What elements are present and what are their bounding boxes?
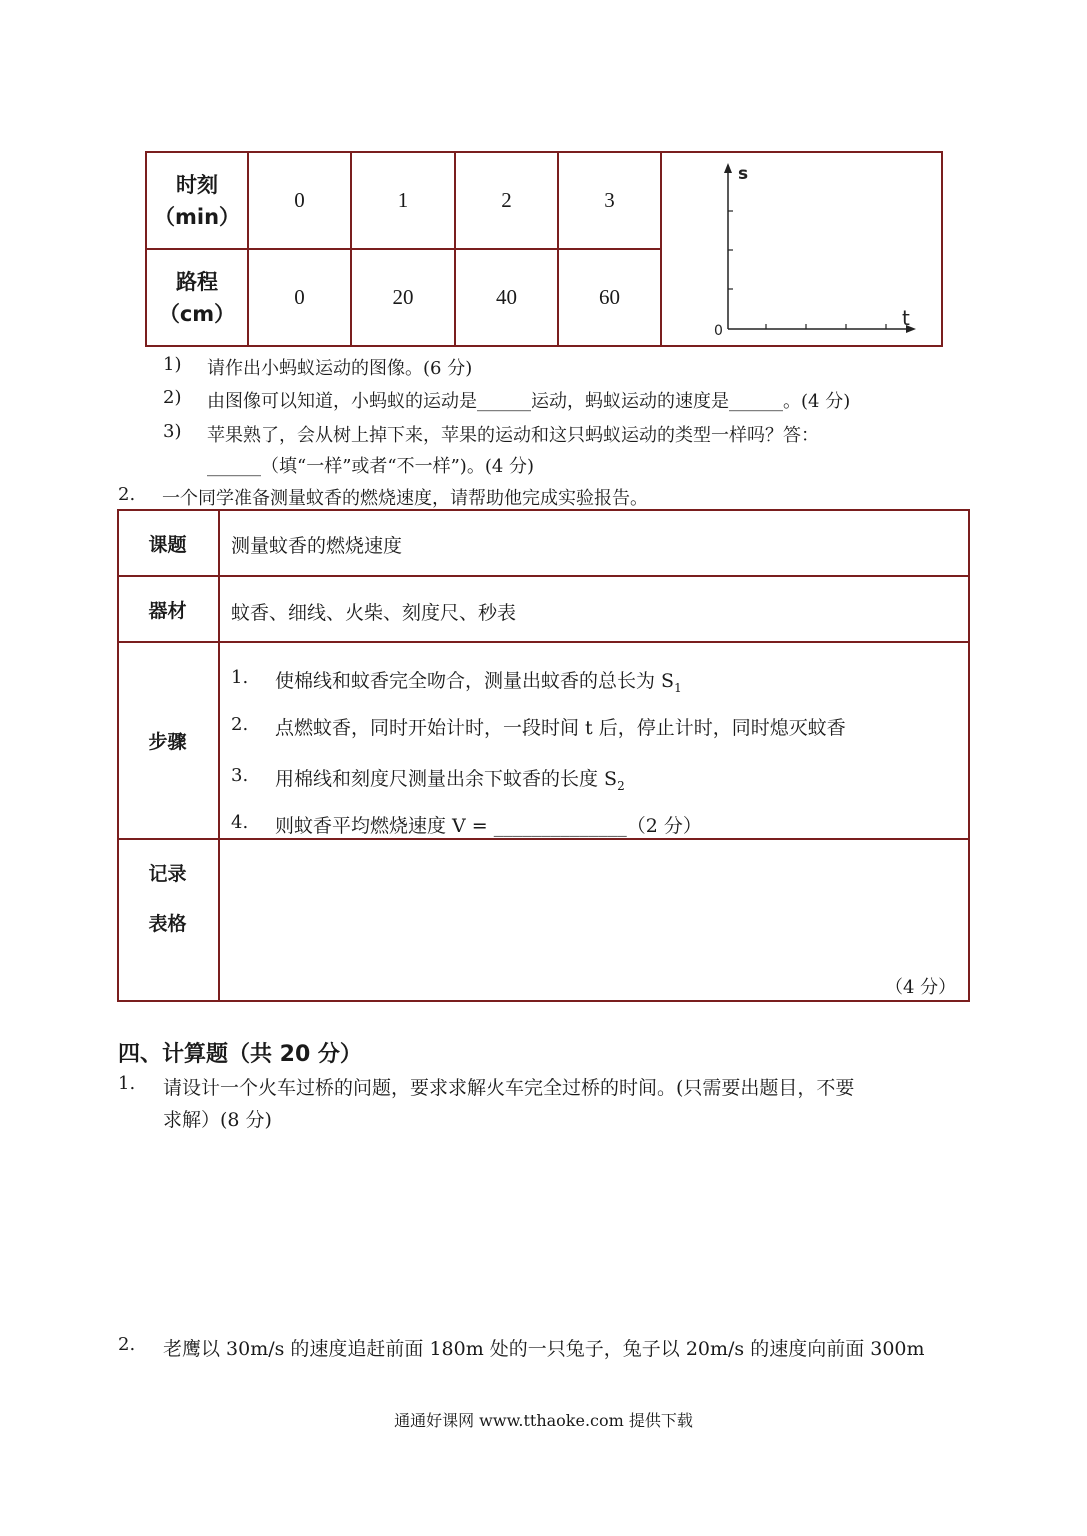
record-table-answer-area[interactable]	[220, 840, 968, 1000]
time-header-unit: （min）	[153, 204, 241, 229]
y-axis-arrow	[724, 163, 732, 173]
origin-label: 0	[714, 323, 723, 339]
step-number: 1.	[231, 667, 249, 688]
step-number: 2.	[231, 714, 249, 735]
question-text: 一个同学准备测量蚊香的燃烧速度，请帮助他完成实验报告。	[162, 488, 648, 509]
experiment-report-table	[117, 509, 970, 1002]
report-row-divider	[117, 575, 970, 577]
report-border-top	[117, 509, 970, 511]
distance-header-label: 路程	[176, 269, 218, 294]
table-border-bottom	[145, 345, 943, 347]
step-text: 点燃蚊香，同时开始计时，一段时间 t 后，停止计时，同时熄灭蚊香	[275, 717, 846, 739]
step-subscript: 1	[674, 680, 682, 695]
question-text: 苹果熟了，会从树上掉下来，苹果的运动和这只蚂蚁运动的类型一样吗？答：	[207, 425, 819, 446]
question-number: 2)	[163, 387, 182, 408]
time-cell: 0	[294, 188, 305, 212]
distance-header	[147, 250, 247, 345]
question-number: 2.	[118, 1334, 136, 1355]
topic-value: 测量蚊香的燃烧速度	[231, 535, 403, 557]
time-header-label: 时刻	[176, 172, 218, 197]
record-label-line2: 表格	[148, 913, 187, 935]
time-header	[147, 153, 247, 248]
footer-credit: 通通好课网 www.tthaoke.com 提供下载	[394, 1411, 693, 1430]
topic-label: 课题	[148, 533, 187, 556]
blank-st-graph[interactable]	[662, 153, 941, 345]
equipment-value: 蚊香、细线、火柴、刻度尺、秒表	[231, 602, 517, 624]
question-text: 老鹰以 30m/s 的速度追赶前面 180m 处的一只兔子，兔子以 20m/s 的速度向前面 300m	[163, 1338, 925, 1360]
y-axis-label: s	[738, 164, 749, 184]
question-text: 由图像可以知道，小蚂蚁的运动是______运动，蚂蚁运动的速度是______。(4 分)	[207, 391, 851, 412]
question-text-continued: ______（填“一样”或者“不一样”)。(4 分)	[207, 456, 535, 477]
report-border-right	[968, 509, 970, 1002]
time-cell: 2	[501, 188, 512, 212]
step-text-main: 使棉线和蚊香完全吻合，测量出蚊香的总长为 S	[275, 670, 675, 692]
question-number: 2.	[118, 484, 136, 505]
report-border-bottom	[117, 1000, 970, 1002]
x-axis-label: t	[902, 306, 910, 330]
record-score: （4 分）	[885, 977, 957, 998]
answer-space[interactable]	[118, 1140, 968, 1320]
question-text: 请设计一个火车过桥的问题，要求求解火车完全过桥的时间。(只需要出题目，不要	[163, 1077, 855, 1099]
distance-cell: 20	[392, 285, 414, 309]
question-number: 1)	[163, 354, 182, 375]
report-row-divider	[117, 641, 970, 643]
step-text	[275, 666, 682, 695]
steps-label: 步骤	[148, 731, 187, 753]
step-text	[275, 764, 625, 793]
distance-header-unit: （cm）	[158, 301, 236, 326]
distance-cell: 0	[294, 285, 305, 309]
question-number: 3)	[163, 421, 182, 442]
record-label-line1: 记录	[148, 863, 187, 885]
equipment-label: 器材	[148, 599, 187, 622]
distance-cell: 60	[599, 285, 620, 309]
step-number: 4.	[231, 812, 249, 833]
time-cell: 3	[604, 188, 615, 212]
step-text-main: 用棉线和刻度尺测量出余下蚊香的长度 S	[275, 768, 618, 790]
time-cell: 1	[397, 188, 409, 212]
step-subscript: 2	[617, 778, 625, 793]
time-distance-table	[145, 151, 943, 347]
distance-cell: 40	[496, 285, 517, 309]
table-border-right	[941, 151, 943, 347]
step-text: 则蚊香平均燃烧速度 V = ______________（2 分）	[275, 815, 702, 837]
question-number: 1.	[118, 1073, 136, 1094]
section-title: 四、计算题（共 20 分）	[118, 1042, 362, 1067]
step-number: 3.	[231, 765, 249, 786]
question-text: 请作出小蚂蚁运动的图像。(6 分)	[207, 358, 473, 379]
question-text-continued: 求解）(8 分)	[163, 1109, 272, 1131]
